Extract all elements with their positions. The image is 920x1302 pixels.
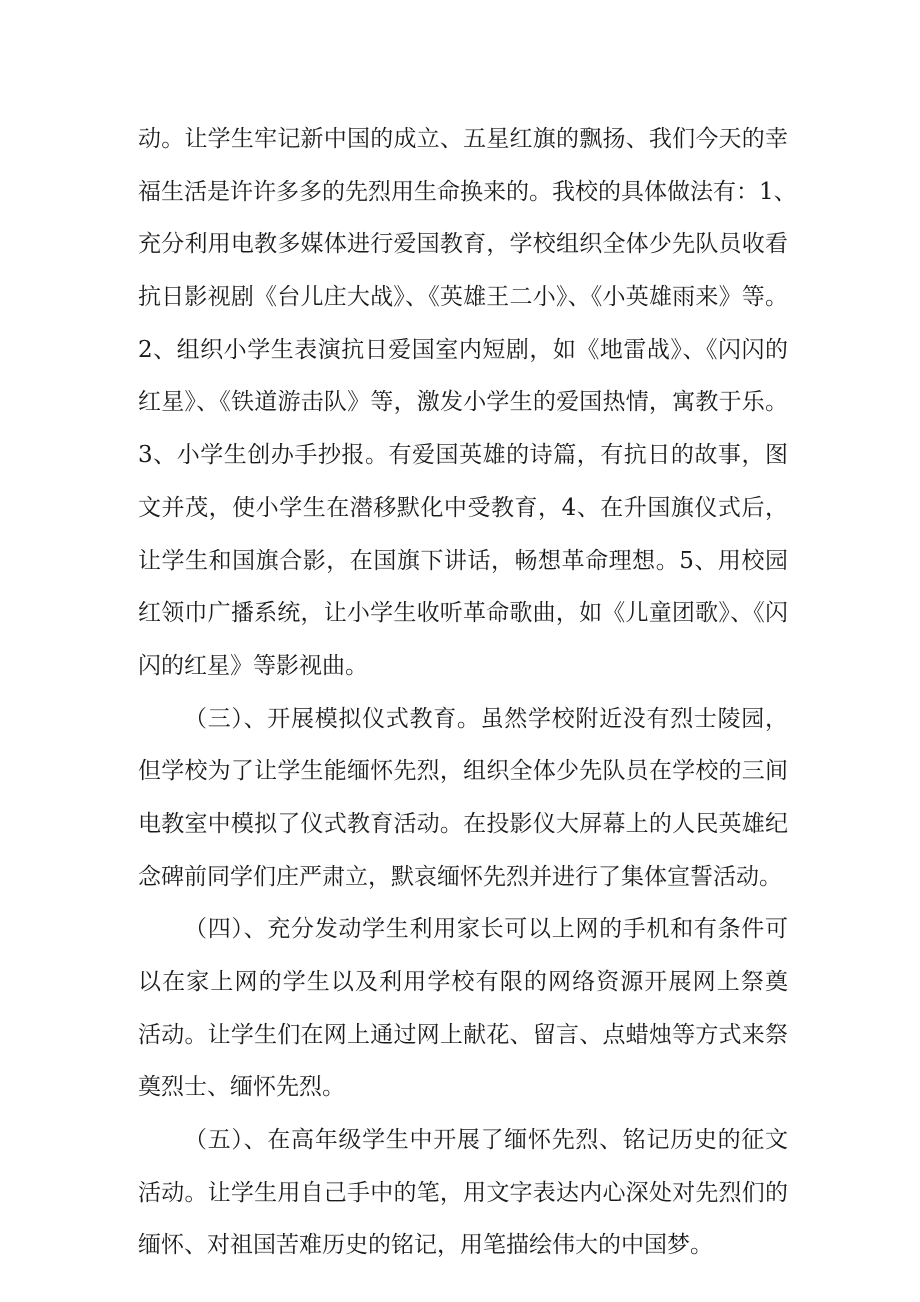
text-line: 活动。让学生用自己手中的笔，用文字表达内心深处对先烈们的 (138, 1179, 788, 1206)
text-line: 但学校为了让学生能缅怀先烈，组织全体少先队员在学校的三间 (138, 758, 788, 785)
text-line: 抗日影视剧《台儿庄大战》、《英雄王二小》、《小英雄雨来》等。 (138, 284, 788, 311)
text-line: 闪的红星》等影视曲。 (138, 652, 368, 679)
paragraph-start-line: （三）、开展模拟仪式教育。虽然学校附近没有烈士陵园， (184, 705, 788, 732)
text-line: 红领巾广播系统，让小学生收听革命歌曲，如《儿童团歌》、《闪 (138, 600, 788, 627)
text-line: 3、小学生创办手抄报。有爱国英雄的诗篇，有抗日的故事，图 (138, 442, 788, 469)
text-line: 让学生和国旗合影，在国旗下讲话，畅想革命理想。5、用校园 (138, 547, 788, 574)
text-line: 充分利用电教多媒体进行爱国教育，学校组织全体少先队员收看 (138, 231, 788, 258)
text-line: 缅怀、对祖国苦难历史的铭记，用笔描绘伟大的中国梦。 (138, 1232, 713, 1259)
paragraph-start-line: （四）、充分发动学生利用家长可以上网的手机和有条件可 (184, 916, 788, 943)
text-line: 活动。让学生们在网上通过网上献花、留言、点蜡烛等方式来祭 (138, 1021, 788, 1048)
text-line: 2、组织小学生表演抗日爱国室内短剧，如《地雷战》、《闪闪的 (138, 336, 788, 363)
text-line: 红星》、《铁道游击队》等，激发小学生的爱国热情，寓教于乐。 (138, 389, 788, 416)
text-line: 动。让学生牢记新中国的成立、五星红旗的飘扬、我们今天的幸 (138, 126, 788, 152)
text-line: 电教室中模拟了仪式教育活动。在投影仪大屏幕上的人民英雄纪 (138, 810, 788, 837)
text-line: 以在家上网的学生以及利用学校有限的网络资源开展网上祭奠 (138, 969, 788, 995)
text-line: 念碑前同学们庄严肃立，默哀缅怀先烈并进行了集体宣誓活动。 (138, 863, 782, 890)
text-line: 福生活是许许多多的先烈用生命换来的。我校的具体做法有：1、 (138, 178, 797, 205)
text-line: 奠烈士、缅怀先烈。 (138, 1074, 345, 1101)
document-body (138, 119, 797, 1278)
text-line: 文并茂，使小学生在潜移默化中受教育，4、在升国旗仪式后， (138, 494, 788, 521)
paragraph-start-line: （五）、在高年级学生中开展了缅怀先烈、铭记历史的征文 (184, 1127, 788, 1154)
